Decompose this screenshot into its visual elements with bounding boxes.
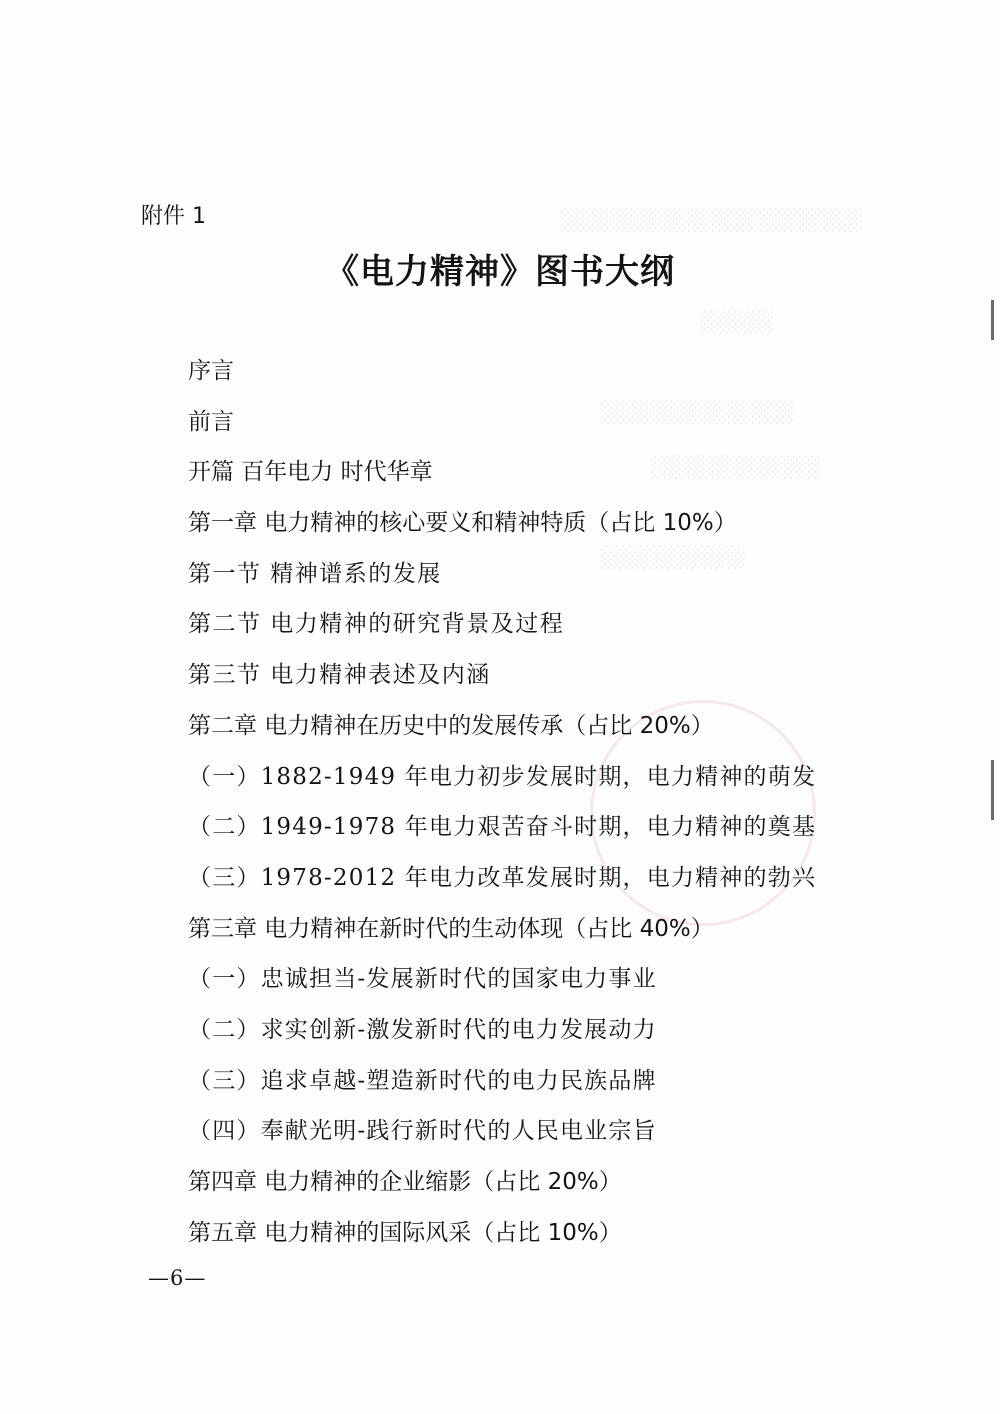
outline-sub: （一）忠诚担当-发展新时代的国家电力事业: [188, 966, 657, 993]
outline-chapter: 第二章 电力精神在历史中的发展传承（占比 20%）: [188, 712, 714, 739]
outline-sub: （二）求实创新-激发新时代的电力发展动力: [188, 1016, 657, 1043]
outline-sub: （三）追求卓越-塑造新时代的电力民族品牌: [188, 1067, 657, 1094]
bleed-through-text: ░░░░░░: [700, 310, 773, 334]
outline-sub: （二）1949-1978 年电力艰苦奋斗时期，电力精神的奠基: [188, 814, 817, 841]
outline-chapter: 第三章 电力精神在新时代的生动体现（占比 40%）: [188, 915, 714, 942]
page-number: —6—: [148, 1266, 207, 1290]
attachment-label: 附件 1: [141, 204, 206, 229]
outline-chapter: 第四章 电力精神的企业缩影（占比 20%）: [188, 1169, 622, 1195]
outline-chapter: 第一章 电力精神的核心要义和精神特质（占比 10%）: [188, 510, 737, 537]
outline-chapter: 序言: [188, 358, 234, 384]
outline-section: 第二节 电力精神的研究背景及过程: [188, 611, 565, 638]
document-title: 《电力精神》图书大纲: [325, 252, 675, 292]
outline-sub: （一）1882-1949 年电力初步发展时期，电力精神的萌发: [188, 763, 817, 790]
bleed-through-text: ░░░░░░░░░░░░░░░░░░░░░░░░░: [560, 208, 862, 232]
outline-chapter: 开篇 百年电力 时代华章: [188, 459, 433, 486]
outline-list: [188, 352, 868, 1264]
outline-chapter: 前言: [188, 408, 234, 435]
scan-edge-mark: [991, 300, 994, 340]
bleed-through-text: ░░░░░░░░░░░░░░: [650, 455, 819, 479]
outline-section: 第一节 精神谱系的发展: [188, 560, 442, 587]
outline-chapter: 第五章 电力精神的国际风采（占比 10%）: [188, 1219, 622, 1246]
outline-section: 第三节 电力精神表述及内涵: [188, 662, 491, 689]
bleed-through-text: ░░░░░░░░░░░░░░░░: [600, 400, 793, 424]
scan-edge-mark: [991, 760, 994, 820]
outline-sub: （四）奉献光明-践行新时代的人民电业宗旨: [188, 1118, 657, 1145]
bleed-through-text: ░░░░░░░░░░░░: [600, 545, 745, 569]
outline-sub: （三）1978-2012 年电力改革发展时期，电力精神的勃兴: [188, 864, 817, 891]
